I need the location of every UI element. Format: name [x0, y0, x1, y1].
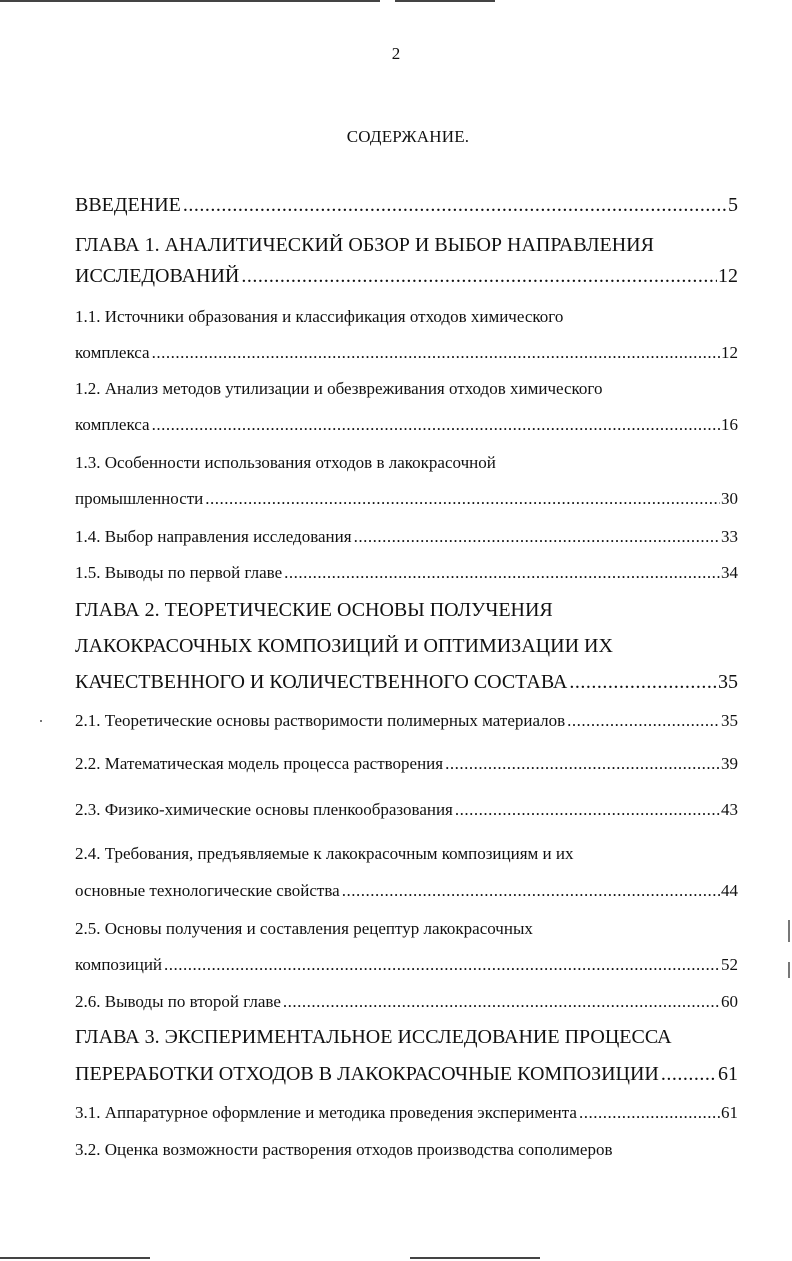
toc-entry-page: 44 [721, 881, 738, 900]
dot-leader [352, 527, 720, 547]
toc-entry-page: 30 [721, 489, 738, 508]
toc-line [75, 599, 553, 622]
scan-edge-bottom-right [410, 1257, 540, 1259]
toc-entry-page: 35 [718, 671, 738, 693]
toc-line [75, 415, 738, 435]
toc-entry-text: 1.2. Анализ методов утилизации и обезвреживания отходов химического [75, 379, 603, 398]
toc-line [75, 919, 533, 939]
toc-line [75, 800, 738, 820]
toc-entry-page: 12 [721, 343, 738, 362]
toc-line [75, 992, 738, 1012]
dot-leader [453, 800, 720, 820]
toc-entry-text: ГЛАВА 3. ЭКСПЕРИМЕНТАЛЬНОЕ ИССЛЕДОВАНИЕ ПРОЦЕССА [75, 1026, 672, 1048]
toc-entry-text: 2.6. Выводы по второй главе [75, 992, 281, 1011]
toc-entry-page: 16 [721, 415, 738, 434]
toc-line [75, 489, 738, 509]
dot-leader [181, 194, 727, 217]
toc-line [75, 234, 654, 257]
dot-leader [150, 415, 720, 435]
toc-entry-page: 43 [721, 800, 738, 819]
scan-edge-bottom [0, 1257, 150, 1259]
toc-entry-page: 5 [728, 194, 738, 216]
dot-leader [281, 992, 720, 1012]
toc-entry-page: 34 [721, 563, 738, 582]
toc-line [75, 453, 496, 473]
toc-entry-text: 2.4. Требования, предъявляемые к лакокрасочным композициям и их [75, 844, 574, 863]
dot-leader [282, 563, 720, 583]
toc-entry-text: основные технологические свойства [75, 881, 340, 900]
toc-entry-text: 3.2. Оценка возможности растворения отходов производства сополимеров [75, 1140, 613, 1159]
toc-entry-text: комплекса [75, 415, 150, 434]
dot-leader [150, 343, 720, 363]
toc-line [75, 379, 602, 399]
toc-line [75, 265, 738, 288]
toc-line [75, 881, 738, 901]
dot-leader [239, 265, 717, 288]
toc-line [75, 527, 738, 547]
toc-line [75, 711, 738, 731]
toc-entry-text: ГЛАВА 1. АНАЛИТИЧЕСКИЙ ОБЗОР И ВЫБОР НАПРАВЛЕНИЯ [75, 234, 654, 256]
dot-leader [565, 711, 720, 731]
dot-leader [443, 754, 720, 774]
dot-leader [203, 489, 720, 509]
toc-line [75, 1140, 613, 1160]
toc-entry-text: композиций [75, 955, 163, 974]
toc-entry-text: 2.1. Теоретические основы растворимости полимерных материалов [75, 711, 566, 730]
toc-line [75, 307, 563, 327]
toc-line [75, 671, 738, 694]
toc-entry-text: 2.5. Основы получения и составления рецептур лакокрасочных [75, 919, 533, 938]
dot-leader [567, 671, 717, 694]
toc-entry-page: 52 [721, 955, 738, 974]
toc-entry-text: КАЧЕСТВЕННОГО И КОЛИЧЕСТВЕННОГО СОСТАВА [75, 671, 568, 693]
scan-edge-top [0, 0, 380, 2]
toc-entry-text: ЛАКОКРАСОЧНЫХ КОМПОЗИЦИЙ И ОПТИМИЗАЦИИ ИХ [75, 635, 613, 657]
toc-line [75, 563, 738, 583]
scan-speck [40, 720, 42, 722]
toc-title: СОДЕРЖАНИЕ. [346, 127, 470, 146]
toc-entry-text: 1.4. Выбор направления исследования [75, 527, 352, 546]
scan-edge-mark [788, 920, 790, 942]
toc-entry-page: 61 [721, 1103, 738, 1122]
toc-entry-text: ПЕРЕРАБОТКИ ОТХОДОВ В ЛАКОКРАСОЧНЫЕ КОМПОЗИЦИИ [75, 1063, 659, 1085]
toc-entry-page: 33 [721, 527, 738, 546]
toc-line [75, 1026, 672, 1049]
scan-edge-mark [788, 962, 790, 978]
toc-entry-page: 60 [721, 992, 738, 1011]
dot-leader [659, 1063, 717, 1086]
toc-line [75, 754, 738, 774]
toc-entry-text: ВВЕДЕНИЕ [75, 194, 181, 216]
toc-line [75, 343, 738, 363]
toc-entry-text: 1.5. Выводы по первой главе [75, 563, 283, 582]
toc-entry-text: 3.1. Аппаратурное оформление и методика проведения эксперимента [75, 1103, 577, 1122]
toc-entry-page: 39 [721, 754, 738, 773]
dot-leader [577, 1103, 720, 1123]
toc-entry-text: ИССЛЕДОВАНИЙ [75, 265, 240, 287]
toc-entry-text: 1.1. Источники образования и классификация отходов химического [75, 307, 564, 326]
toc-line [75, 955, 738, 975]
toc-entry-text: ГЛАВА 2. ТЕОРЕТИЧЕСКИЕ ОСНОВЫ ПОЛУЧЕНИЯ [75, 599, 553, 621]
toc-entry-text: 2.3. Физико-химические основы пленкообразования [75, 800, 453, 819]
toc-entry-text: промышленности [75, 489, 204, 508]
page-number: 2 [391, 44, 401, 63]
toc-line [75, 194, 738, 217]
toc-entry-page: 61 [718, 1063, 738, 1085]
toc-entry-text: комплекса [75, 343, 150, 362]
dot-leader [162, 955, 720, 975]
toc-entry-text: 1.3. Особенности использования отходов в лакокрасочной [75, 453, 496, 472]
toc-line [75, 844, 573, 864]
toc-entry-page: 35 [721, 711, 738, 730]
toc-entry-page: 12 [718, 265, 738, 287]
toc-entry-text: 2.2. Математическая модель процесса растворения [75, 754, 444, 773]
toc-line [75, 635, 613, 658]
toc-line [75, 1103, 738, 1123]
toc-line [75, 1063, 738, 1086]
scan-edge-top-right [395, 0, 495, 2]
dot-leader [340, 881, 720, 901]
